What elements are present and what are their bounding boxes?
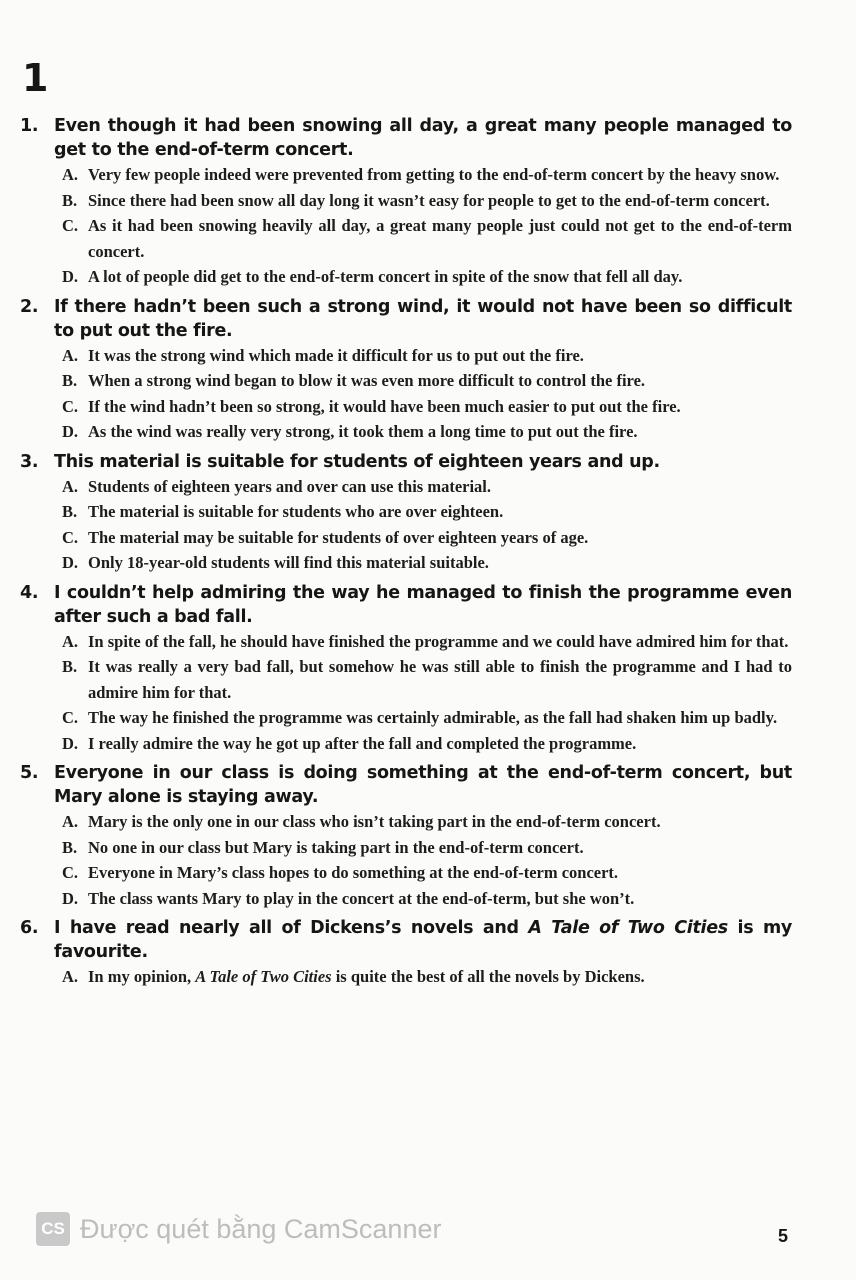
answer-option	[62, 394, 792, 420]
question-stem	[20, 761, 792, 809]
option-text: The material may be suitable for students of over eighteen years of age.	[88, 527, 589, 547]
option-letter: C.	[62, 216, 79, 235]
option-letter: A.	[62, 165, 79, 184]
option-text: As it had been snowing heavily all day, a great many people just could not get to the end-of-term concert.	[88, 216, 792, 261]
option-letter: C.	[62, 527, 79, 547]
answer-option	[62, 162, 792, 188]
answer-option	[62, 474, 792, 500]
option-letter: C.	[62, 863, 79, 882]
answer-option	[62, 188, 792, 214]
scanner-text: Được quét bằng CamScanner	[80, 1213, 442, 1244]
option-text: In my opinion, A Tale of Two Cities is quite the best of all the novels by Dickens.	[88, 967, 645, 986]
option-letter: B.	[62, 657, 78, 676]
option-text: In spite of the fall, he should have finished the programme and we could have admired him for that.	[88, 631, 789, 651]
question-number: 4.	[20, 582, 39, 603]
option-text: As the wind was really very strong, it took them a long time to put out the fire.	[88, 422, 638, 441]
question-stem	[20, 450, 792, 474]
question-text: This material is suitable for students of eighteen years and up.	[54, 451, 660, 472]
option-text: No one in our class but Mary is taking part in the end-of-term concert.	[88, 837, 584, 857]
option-letter: A.	[62, 345, 79, 365]
answer-option	[62, 860, 792, 886]
option-text: Since there had been snow all day long it wasn’t easy for people to get to the end-of-term concert.	[88, 190, 770, 210]
answer-option	[62, 213, 792, 264]
answer-option	[62, 550, 792, 576]
option-letter: B.	[62, 190, 78, 210]
option-letter: D.	[62, 733, 79, 753]
option-letter: B.	[62, 837, 78, 857]
option-letter: A.	[62, 631, 79, 651]
camscanner-watermark	[36, 1212, 441, 1246]
question-number: 6.	[20, 918, 39, 938]
option-letter: B.	[62, 502, 78, 521]
option-text: The way he finished the programme was certainly admirable, as the fall had shaken him up badly.	[88, 708, 778, 727]
question-text: I have read nearly all of Dickens’s novels and A Tale of Two Cities is my favourite.	[54, 918, 792, 962]
option-text: Students of eighteen years and over can use this material.	[88, 476, 492, 496]
option-text: Very few people indeed were prevented from getting to the end-of-term concert by the heavy snow.	[88, 165, 780, 184]
question-number: 3.	[20, 451, 39, 472]
option-letter: D.	[62, 888, 79, 908]
question-stem	[20, 916, 792, 964]
answer-option	[62, 499, 792, 525]
answer-option	[62, 419, 792, 445]
answer-option	[62, 525, 792, 551]
camscanner-logo-icon: CS	[36, 1212, 70, 1246]
question-number: 5.	[20, 763, 39, 783]
option-text: Everyone in Mary’s class hopes to do something at the end-of-term concert.	[88, 863, 619, 882]
question-text: I couldn’t help admiring the way he managed to finish the programme even after such a bad fall.	[54, 582, 792, 627]
answer-option	[62, 886, 792, 912]
answer-option	[62, 731, 792, 757]
question-text: Everyone in our class is doing something at the end-of-term concert, but Mary alone is staying away.	[54, 763, 792, 807]
option-text: It was really a very bad fall, but somehow he was still able to finish the programme and I had to admire him for that.	[88, 657, 792, 702]
answer-option	[62, 264, 792, 290]
answer-option	[62, 629, 792, 655]
answer-option	[62, 705, 792, 731]
question-text: Even though it had been snowing all day, a great many people managed to get to the end-of-term concert.	[54, 116, 792, 160]
answer-option	[62, 835, 792, 861]
question-stem	[20, 295, 792, 343]
option-text: Mary is the only one in our class who isn’t taking part in the end-of-term concert.	[88, 812, 661, 831]
option-letter: C.	[62, 396, 79, 416]
option-letter: B.	[62, 371, 78, 390]
option-letter: A.	[62, 476, 79, 496]
question-block	[20, 581, 792, 757]
option-text: When a strong wind began to blow it was even more difficult to control the fire.	[88, 371, 646, 390]
option-text: It was the strong wind which made it difficult for us to put out the fire.	[88, 345, 584, 365]
question-block	[20, 761, 792, 911]
exercise-list	[20, 114, 792, 995]
option-letter: D.	[62, 553, 79, 572]
option-letter: A.	[62, 967, 79, 986]
answer-option	[62, 343, 792, 369]
question-block	[20, 295, 792, 445]
option-text: The class wants Mary to play in the concert at the end-of-term, but she won’t.	[88, 888, 635, 908]
option-text: The material is suitable for students who are over eighteen.	[88, 502, 504, 521]
answer-option	[62, 964, 792, 990]
question-number: 1.	[20, 116, 39, 136]
answer-option	[62, 809, 792, 835]
question-text: If there hadn’t been such a strong wind, it would not have been so difficult to put out the fire.	[54, 296, 792, 341]
question-stem	[20, 114, 792, 162]
option-letter: A.	[62, 812, 79, 831]
question-number: 2.	[20, 296, 39, 317]
question-block	[20, 916, 792, 990]
unit-number: 1	[22, 56, 49, 100]
answer-option	[62, 368, 792, 394]
question-stem	[20, 581, 792, 629]
page-number: 5	[778, 1226, 789, 1246]
option-text: A lot of people did get to the end-of-term concert in spite of the snow that fell all day.	[88, 267, 683, 286]
option-letter: D.	[62, 267, 79, 286]
answer-option	[62, 654, 792, 705]
question-block	[20, 114, 792, 290]
option-text: Only 18-year-old students will find this material suitable.	[88, 553, 489, 572]
option-letter: C.	[62, 708, 79, 727]
option-text: I really admire the way he got up after the fall and completed the programme.	[88, 733, 637, 753]
option-text: If the wind hadn’t been so strong, it would have been much easier to put out the fire.	[88, 396, 681, 416]
question-block	[20, 450, 792, 576]
option-letter: D.	[62, 422, 79, 441]
